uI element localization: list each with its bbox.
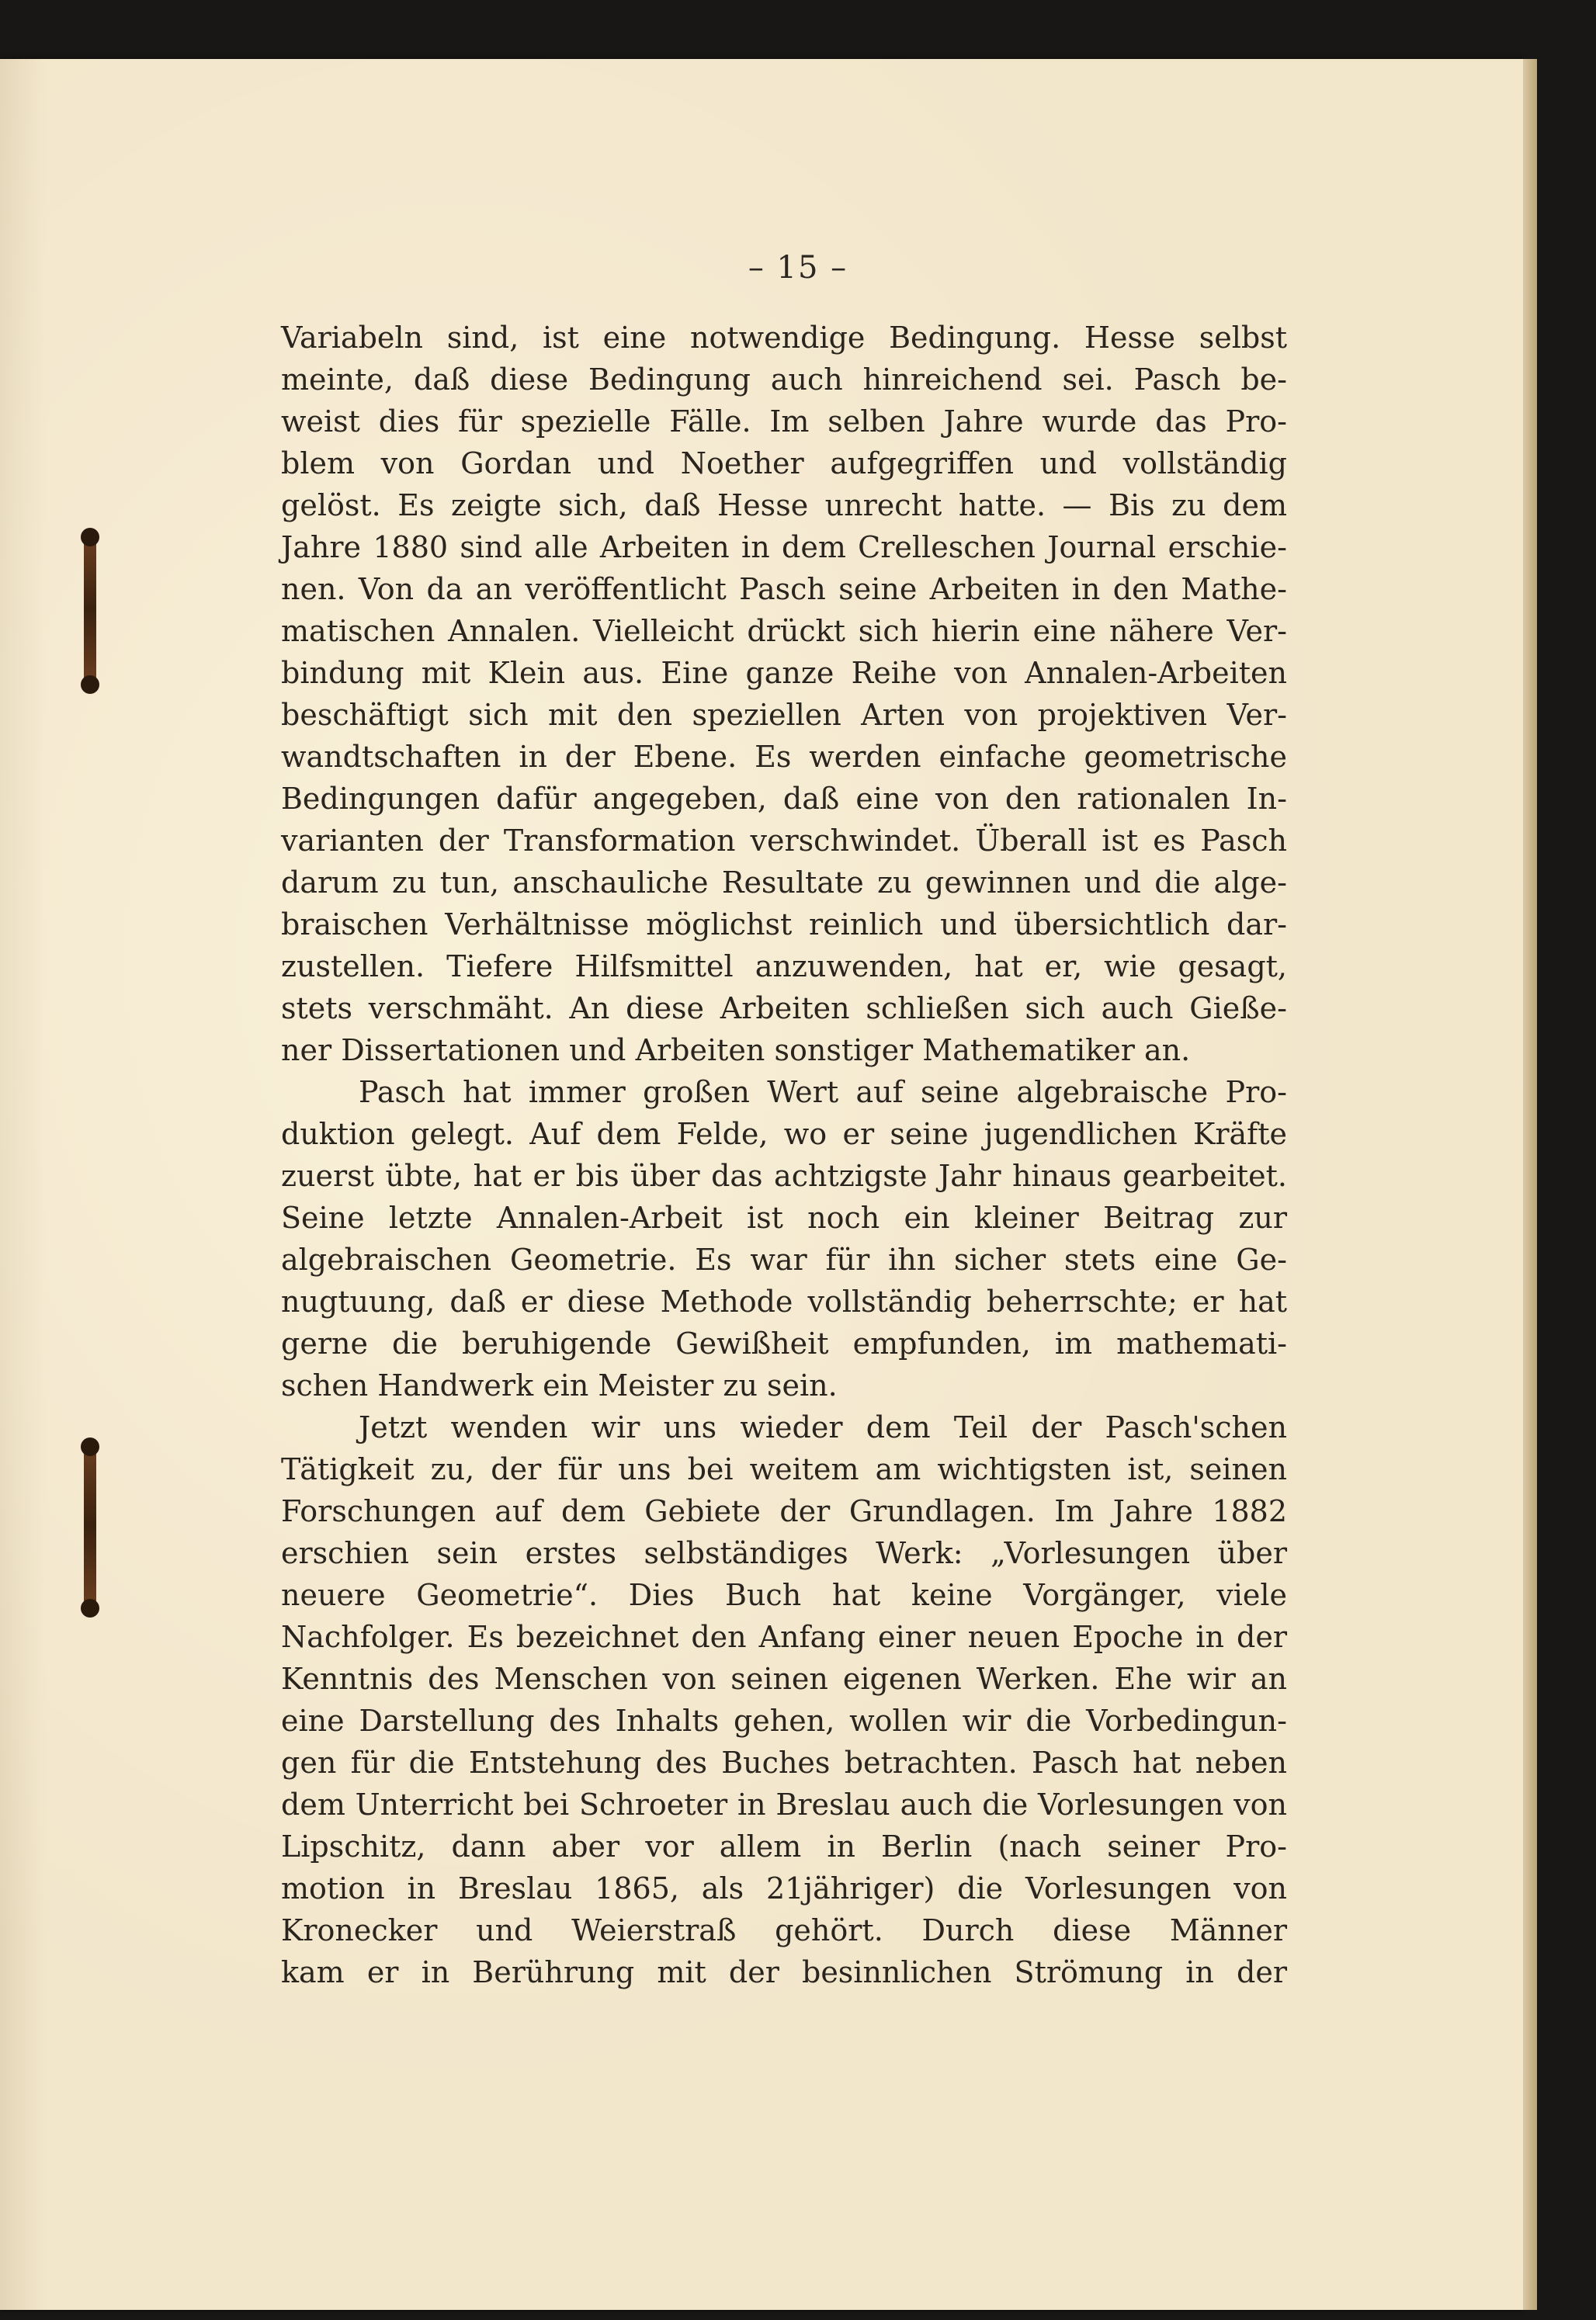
binding-stitch	[81, 675, 99, 694]
text-line: matischen Annalen. Vielleicht drückt sich hierin eine nähere Ver-	[281, 614, 1287, 648]
binding-thread-lower	[84, 1444, 96, 1607]
text-line: braischen Verhältnisse möglichst reinlich und übersichtlich dar-	[281, 907, 1287, 942]
text-line: nugtuung, daß er diese Methode vollständig beherrschte; er hat	[281, 1285, 1287, 1319]
text-line: kam er in Berührung mit der besinnlichen Strömung in der	[281, 1955, 1287, 1989]
text-line: gelöst. Es zeigte sich, daß Hesse unrecht hatte. — Bis zu dem	[281, 488, 1287, 522]
text-line: Forschungen auf dem Gebiete der Grundlagen. Im Jahre 1882	[281, 1494, 1287, 1528]
text-line: beschäftigt sich mit den speziellen Arten von projektiven Ver-	[281, 698, 1287, 732]
text-line: Kronecker und Weierstraß gehört. Durch diese Männer	[281, 1913, 1287, 1947]
text-line: zustellen. Tiefere Hilfsmittel anzuwenden, hat er, wie gesagt,	[281, 949, 1287, 983]
text-line: gerne die beruhigende Gewißheit empfunden, im mathemati-	[281, 1326, 1287, 1361]
text-line: Tätigkeit zu, der für uns bei weitem am wichtigsten ist, seinen	[281, 1452, 1287, 1486]
text-line: ner Dissertationen und Arbeiten sonstiger Mathematiker an.	[281, 1033, 1191, 1067]
text-line: weist dies für spezielle Fälle. Im selben Jahre wurde das Pro-	[281, 404, 1287, 439]
text-line: Jahre 1880 sind alle Arbeiten in dem Crelleschen Journal erschie-	[281, 530, 1287, 564]
page-edge	[1523, 59, 1537, 2310]
text-line: Pasch hat immer großen Wert auf seine algebraische Pro-	[359, 1075, 1287, 1109]
text-line: darum zu tun, anschauliche Resultate zu gewinnen und die alge-	[281, 865, 1287, 900]
text-line: wandtschaften in der Ebene. Es werden einfache geometrische	[281, 740, 1287, 774]
text-line: Lipschitz, dann aber vor allem in Berlin (nach seiner Pro-	[281, 1829, 1287, 1864]
text-line: nen. Von da an veröffentlicht Pasch seine Arbeiten in den Mathe-	[281, 572, 1287, 606]
text-line: Seine letzte Annalen-Arbeit ist noch ein kleiner Beitrag zur	[281, 1201, 1287, 1235]
text-line: Kenntnis des Menschen von seinen eigenen Werken. Ehe wir an	[281, 1662, 1287, 1696]
text-line: gen für die Entstehung des Buches betrachten. Pasch hat neben	[281, 1746, 1287, 1780]
text-line: duktion gelegt. Auf dem Felde, wo er seine jugendlichen Kräfte	[281, 1117, 1287, 1151]
text-line: Nachfolger. Es bezeichnet den Anfang einer neuen Epoche in der	[281, 1620, 1287, 1654]
text-line: blem von Gordan und Noether aufgegriffen und vollständig	[281, 446, 1287, 480]
text-line: eine Darstellung des Inhalts gehen, wollen wir die Vorbedingun-	[281, 1704, 1287, 1738]
text-line: varianten der Transformation verschwindet. Überall ist es Pasch	[281, 824, 1287, 858]
text-line: erschien sein erstes selbständiges Werk: „Vorlesungen über	[281, 1536, 1287, 1570]
text-line: Jetzt wenden wir uns wieder dem Teil der Pasch'schen	[359, 1410, 1287, 1444]
text-line: Variabeln sind, ist eine notwendige Bedingung. Hesse selbst	[281, 321, 1287, 355]
text-line: algebraischen Geometrie. Es war für ihn sicher stets eine Ge-	[281, 1243, 1287, 1277]
text-line: Bedingungen dafür angegeben, daß eine von den rationalen In-	[281, 782, 1287, 816]
binding-stitch	[81, 1437, 99, 1456]
text-line: bindung mit Klein aus. Eine ganze Reihe von Annalen-Arbeiten	[281, 656, 1287, 690]
text-line: schen Handwerk ein Meister zu sein.	[281, 1368, 838, 1403]
text-line: zuerst übte, hat er bis über das achtzigste Jahr hinaus gearbeitet.	[281, 1159, 1287, 1193]
binding-stitch	[81, 528, 99, 546]
text-line: dem Unterricht bei Schroeter in Breslau auch die Vorlesungen von	[281, 1788, 1287, 1822]
text-line: meinte, daß diese Bedingung auch hinreichend sei. Pasch be-	[281, 362, 1287, 397]
text-line: motion in Breslau 1865, als 21jähriger) die Vorlesungen von	[281, 1871, 1287, 1906]
binding-stitch	[81, 1599, 99, 1618]
text-line: neuere Geometrie“. Dies Buch hat keine Vorgänger, viele	[281, 1578, 1287, 1612]
text-line: stets verschmäht. An diese Arbeiten schließen sich auch Gieße-	[281, 991, 1287, 1025]
page-number: – 15 –	[748, 250, 848, 286]
body-text	[281, 317, 1287, 1993]
binding-thread-upper	[84, 536, 96, 683]
